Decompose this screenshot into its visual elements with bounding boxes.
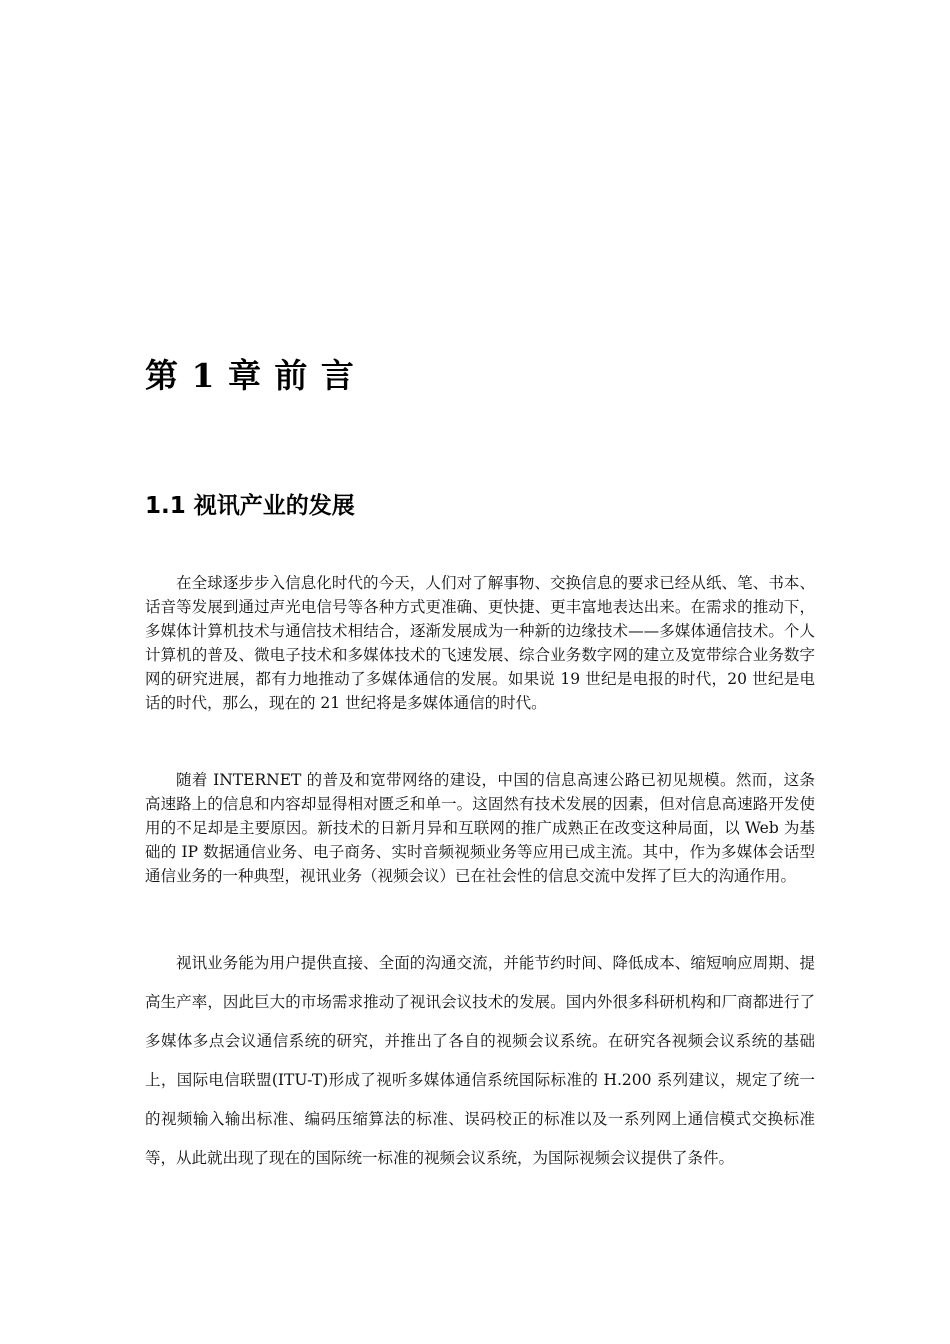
body-paragraph-3: 视讯业务能为用户提供直接、全面的沟通交流，并能节约时间、降低成本、缩短响应周期、提高生产率，因此巨大的市场需求推动了视讯会议技术的发展。国内外很多科研机构和厂商都进行了多媒体多点会议通信系统的研究，并推出了各自的视频会议系统。在研究各视频会议系统的基础上，国际电信联盟(ITU-T)形成了视听多媒体通信系统国际标准的 H.200 系列建议，规定了统一的视频输入输出标准、编码压缩算法的标准、误码校正的标准以及一系列网上通信模式交换标准等，从此就出现了现在的国际统一标准的视频会议系统，为国际视频会议提供了条件。 bbox=[145, 954, 815, 1167]
chapter-title: 第 1 章 前 言 bbox=[145, 356, 355, 395]
body-paragraph-1: 在全球逐步步入信息化时代的今天，人们对了解事物、交换信息的要求已经从纸、笔、书本、话音等发展到通过声光电信号等各种方式更准确、更快捷、更丰富地表达出来。在需求的推动下，多媒体计算机技术与通信技术相结合，逐渐发展成为一种新的边缘技术——多媒体通信技术。个人计算机的普及、微电子技术和多媒体技术的飞速发展、综合业务数字网的建立及宽带综合业务数字网的研究进展，都有力地推动了多媒体通信的发展。如果说 19 世纪是电报的时代，20 世纪是电话的时代，那么，现在的 21 世纪将是多媒体通信的时代。 bbox=[145, 574, 815, 712]
section-title: 1.1 视讯产业的发展 bbox=[145, 493, 355, 519]
body-paragraph-2: 随着 INTERNET 的普及和宽带网络的建设，中国的信息高速公路已初见规模。然而，这条高速路上的信息和内容却显得相对匮乏和单一。这固然有技术发展的因素，但对信息高速路开发使用的不足却是主要原因。新技术的日新月异和互联网的推广成熟正在改变这种局面，以 Web 为基础的 IP 数据通信业务、电子商务、实时音频视频业务等应用已成主流。其中，作为多媒体会话型通信业务的一种典型，视讯业务（视频会议）已在社会性的信息交流中发挥了巨大的沟通作用。 bbox=[145, 771, 815, 885]
